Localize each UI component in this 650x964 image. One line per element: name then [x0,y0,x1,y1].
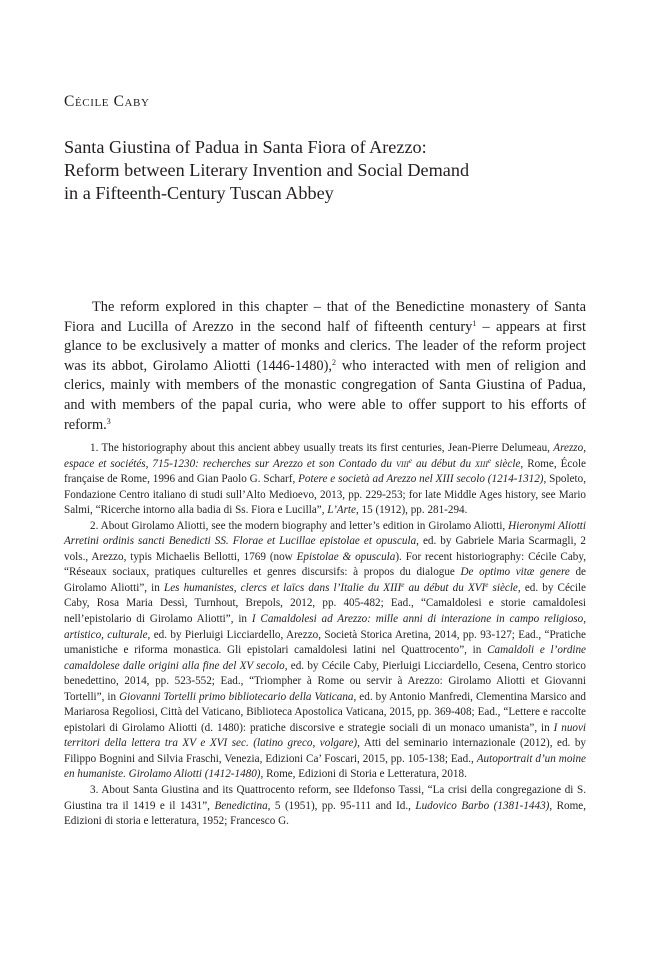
chapter-title [64,136,584,205]
chapter-title-line: in a Fifteenth-Century Tuscan Abbey [64,183,334,203]
footnote-ref[interactable]: 3 [106,416,111,426]
body-paragraph: The reform explored in this chapter – that of the Benedictine monastery of Santa Fiora and Lucilla of Arezzo in the second half of fifteenth century$^1$ – appears at first glance to be exclusively a matter of monks and clerics. The leader of the reform project was its abbot, Girolamo Aliotti (1446-1480),$^2$ who interacted with men of religion and clerics, mainly with members of the monastic congregation of Santa Giustina of Padua, and with members of the papal curia, who were able to offer support to his efforts of reform.$^3$ [64,299,586,433]
footnote-1: 1. The historiography about this ancient abbey usually treats its first centuries, Jean-Pierre Delumeau, Arezzo, espace et sociétés, 715-1230: recherches sur Arezzo et son Contado du viii$^e$ au début du xiii$^e$ siècle, Rome, École française de Rome, 1996 and Gian Paolo G. Scharf, Potere e società ad Arezzo nel XIII secolo (1214-1312), Spoleto, Fondazione Centro italiano di studi sull’Alto Medioevo, 2013, pp. 229-253; for late Middle Ages history, see Mario Salmi, “Ricerche intorno alla badia di Ss. Fiora e Lucilla”, L’Arte, 15 (1912), pp. 281-294. [64,442,586,517]
footnote-ref[interactable]: 1 [472,318,477,328]
chapter-author: Cécile Caby [64,93,150,110]
chapter-title-line: Reform between Literary Invention and Social Demand [64,160,470,180]
footnote-2: 2. About Girolamo Aliotti, see the modern biography and letter’s edition in Girolamo Aliotti, Hieronymi Aliotti Arretini ordinis sancti Benedicti SS. Florae et Lucillae epistolae et opuscula, ed. by Gabriele Maria Scarmagli, 2 vols., Arezzo, typis Michaelis Bellotti, 1769 (now Epistolae & opuscula). For recent historiography: Cécile Caby, “Réseaux sociaux, pratiques culturelles et genres discursifs: à propos du dialogue De optimo vitæ genere de Girolamo Aliotti”, in Les humanistes, clercs et laïcs dans l’Italie du XIIIe au début du XVIe siècle, ed. by Cécile Caby, Rosa Maria Dessì, Turnhout, Brepols, 2012, pp. 405-482; Ead., “Camaldolesi e storie camaldolesi nell’epistolario di Girolamo Aliotti”, in I Camaldolesi ad Arezzo: mille anni di interazione in campo religioso, artistico, culturale, ed. by Pierluigi Licciardello, Arezzo, Società Storica Aretina, 2014, pp. 93-127; Ead., “Pratiche umanistiche e riforma monastica. Gli epistolari camaldolesi latini nel Quattrocento”, in Camaldoli e l’ordine camaldolese dalle origini alla fine del XV secolo, ed. by Cécile Caby, Pierluigi Licciardello, Cesena, Centro storico benedettino, 2014, pp. 523-552; Ead., “Triompher à Rome ou servir à Arezzo: Girolamo Aliotti et Giovanni Tortelli”, in Giovanni Tortelli primo bibliotecario della Vaticana, ed. by Antonio Manfredi, Clementina Marsico and Mariarosa Regoliosi, Città del Vaticano, Biblioteca Apostolica Vaticana, 2015, pp. 369-408; Ead., “Lettere e raccolte epistolari di Girolamo Aliotti (d. 1480): pratiche discorsive e strategie sociali di un monaco umanista”, in I nuovi territori della lettera tra XV e XVI sec. (latino greco, volgare), Atti del seminario internazionale (2012), ed. by Filippo Bognini and Silvia Fraschi, Venezia, Edizioni Ca’ Foscari, 2015, pp. 105-138; Ead., Autoportrait d’un moine en humaniste. Girolamo Aliotti (1412-1480), Rome, Edizioni di Storia e Letteratura, 2018. [64,519,587,781]
footnotes [64,441,586,830]
body-text [64,298,586,435]
footnote-3: 3. About Santa Giustina and its Quattrocento reform, see Ildefonso Tassi, “La crisi della congregazione di S. Giustina tra il 1419 e il 1431”, Benedictina, 5 (1951), pp. 95-111 and Id., Ludovico Barbo (1381-1443), Rome, Edizioni di storia e letteratura, 1952; Francesco G. [64,784,587,828]
chapter-title-line: Santa Giustina of Padua in Santa Fiora of Arezzo: [64,137,427,157]
footnote-ref[interactable]: 2 [332,357,337,367]
